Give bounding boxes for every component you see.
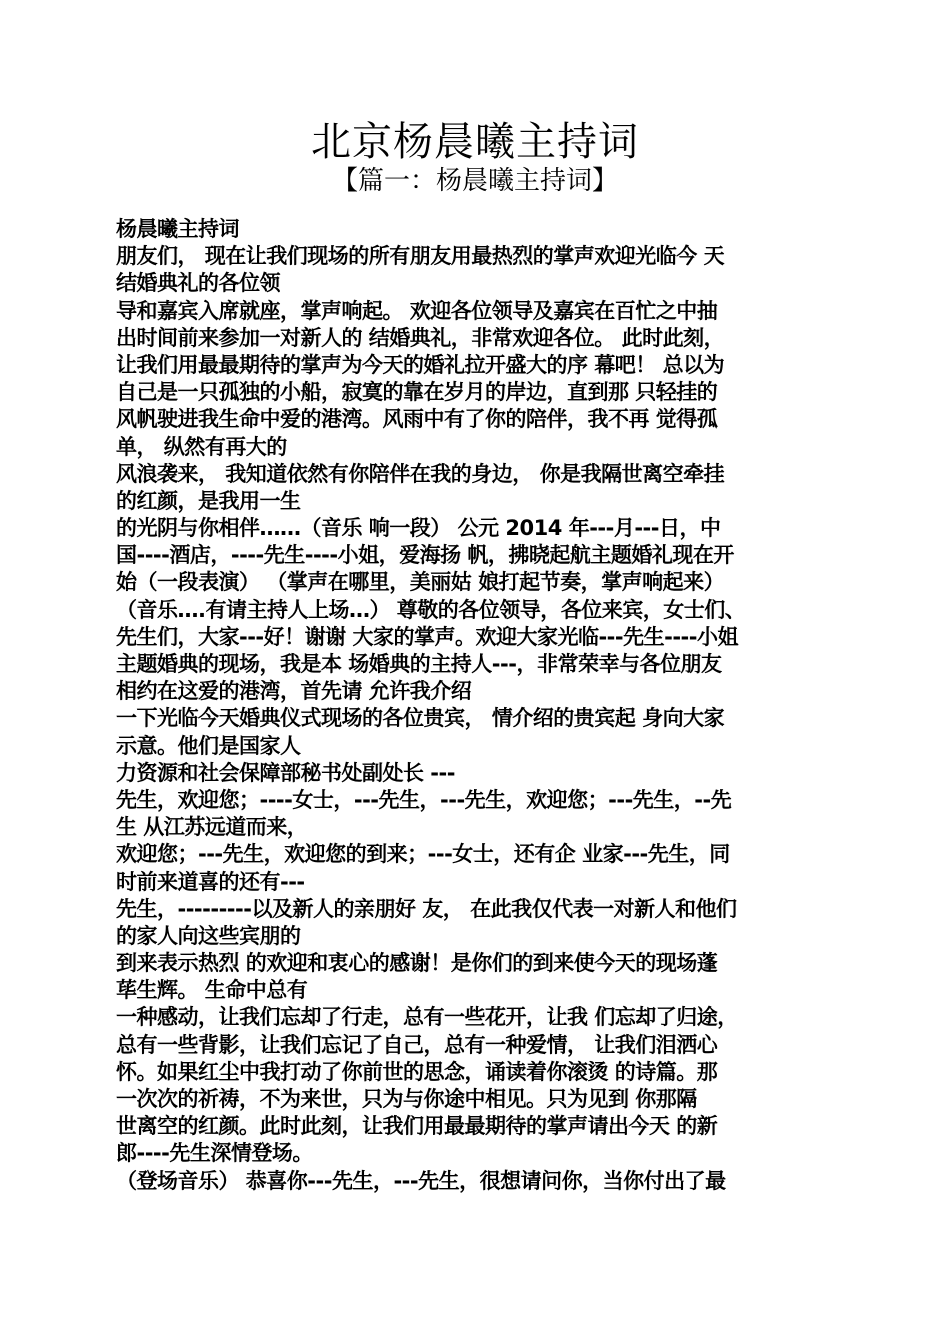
body-text-line: 让我们用最最期待的掌声为今天的婚礼拉开盛大的序 幕吧！ 总以为 <box>116 352 725 377</box>
body-text-line: 总有一些背影，让我们忘记了自己，总有一种爱情， 让我们泪洒心 <box>116 1032 718 1057</box>
body-text-line: 先生们，大家---好！谢谢 大家的掌声。欢迎大家光临---先生----小姐 <box>116 624 738 649</box>
body-text-line: 先生，欢迎您；----女士，---先生，---先生，欢迎您；---先生，--先 <box>116 787 732 812</box>
body-text-line: 风浪袭来， 我知道依然有你陪伴在我的身边， 你是我隔世离空牵挂 <box>116 461 725 486</box>
body-text-line: 一下光临今天婚典仪式现场的各位贵宾， 情介绍的贵宾起 身向大家 <box>116 706 725 731</box>
body-text-line: 欢迎您；---先生，欢迎您的到来；---女士，还有企 业家---先生，同 <box>116 842 730 867</box>
body-text-line: 时前来道喜的还有--- <box>116 869 305 894</box>
body-text-line: 始（一段表演） （掌声在哪里，美丽姑 娘打起节奏，掌声响起来） <box>116 570 725 595</box>
body-text-line: 示意。他们是国家人 <box>116 733 301 758</box>
body-text-line: 到来表示热烈 的欢迎和衷心的感谢！是你们的到来使今天的现场蓬 <box>116 951 718 976</box>
body-text-line: 的红颜，是我用一生 <box>116 488 301 513</box>
body-text-line: 荜生辉。 生命中总有 <box>116 978 308 1003</box>
body-text-line: 的家人向这些宾朋的 <box>116 923 301 948</box>
document-subtitle: 【篇一：杨晨曦主持词】 <box>331 166 618 196</box>
body-text-line: 相约在这爱的港湾，首先请 允许我介绍 <box>116 679 472 704</box>
body-text-line: 的光阴与你相伴……（音乐 响一段） 公元 2014 年---月---日，中 <box>116 516 721 541</box>
body-text-line: 力资源和社会保障部秘书处副处长 --- <box>116 760 455 785</box>
body-text-line: 出时间前来参加一对新人的 结婚典礼，非常欢迎各位。 此时此刻， <box>116 325 725 350</box>
body-text-line: 自己是一只孤独的小船，寂寞的靠在岁月的岸边，直到那 只轻挂的 <box>116 380 718 405</box>
body-text-line: 一次次的祈祷，不为来世，只为与你途中相见。只为见到 你那隔 <box>116 1087 697 1111</box>
body-text-line: 杨晨曦主持词 <box>116 217 239 241</box>
document-title: 北京杨晨曦主持词 <box>311 119 639 165</box>
body-text-line: 生 从江苏远道而来， <box>116 815 308 840</box>
document-body <box>116 216 836 1195</box>
body-text-line: 单， 纵然有再大的 <box>116 434 287 459</box>
body-text-line: （音乐….有请主持人上场…） 尊敬的各位领导，各位来宾，女士们、 <box>116 597 746 622</box>
body-text-line: 怀。如果红尘中我打动了你前世的思念，诵读着你滚烫 的诗篇。那 <box>116 1059 718 1084</box>
body-text-line: 先生，---------以及新人的亲朋好 友， 在此我仅代表一对新人和他们 <box>116 896 737 921</box>
body-text-line: 郎----先生深情登场。 <box>116 1141 313 1166</box>
body-text-line: 朋友们， 现在让我们现场的所有朋友用最热烈的掌声欢迎光临今 天 <box>116 244 725 269</box>
body-text-line: 主题婚典的现场，我是本 场婚典的主持人---，非常荣幸与各位朋友 <box>116 652 722 676</box>
body-text-line: 世离空的红颜。此时此刻，让我们用最最期待的掌声请出今天 的新 <box>116 1114 718 1139</box>
body-text-line: 国----酒店，----先生----小姐，爱海扬 帆，拂晓起航主题婚礼现在开 <box>116 543 734 568</box>
body-text-line: 结婚典礼的各位领 <box>116 271 280 296</box>
body-text-line: 导和嘉宾入席就座，掌声响起。 欢迎各位领导及嘉宾在百忙之中抽 <box>116 298 718 323</box>
body-text-line: 风帆驶进我生命中爱的港湾。风雨中有了你的陪伴，我不再 觉得孤 <box>116 407 718 432</box>
body-text-line: （登场音乐） 恭喜你---先生，---先生，很想请问你，当你付出了最 <box>116 1168 726 1193</box>
body-text-line: 一种感动，让我们忘却了行走，总有一些花开，让我 们忘却了归途， <box>116 1005 738 1030</box>
